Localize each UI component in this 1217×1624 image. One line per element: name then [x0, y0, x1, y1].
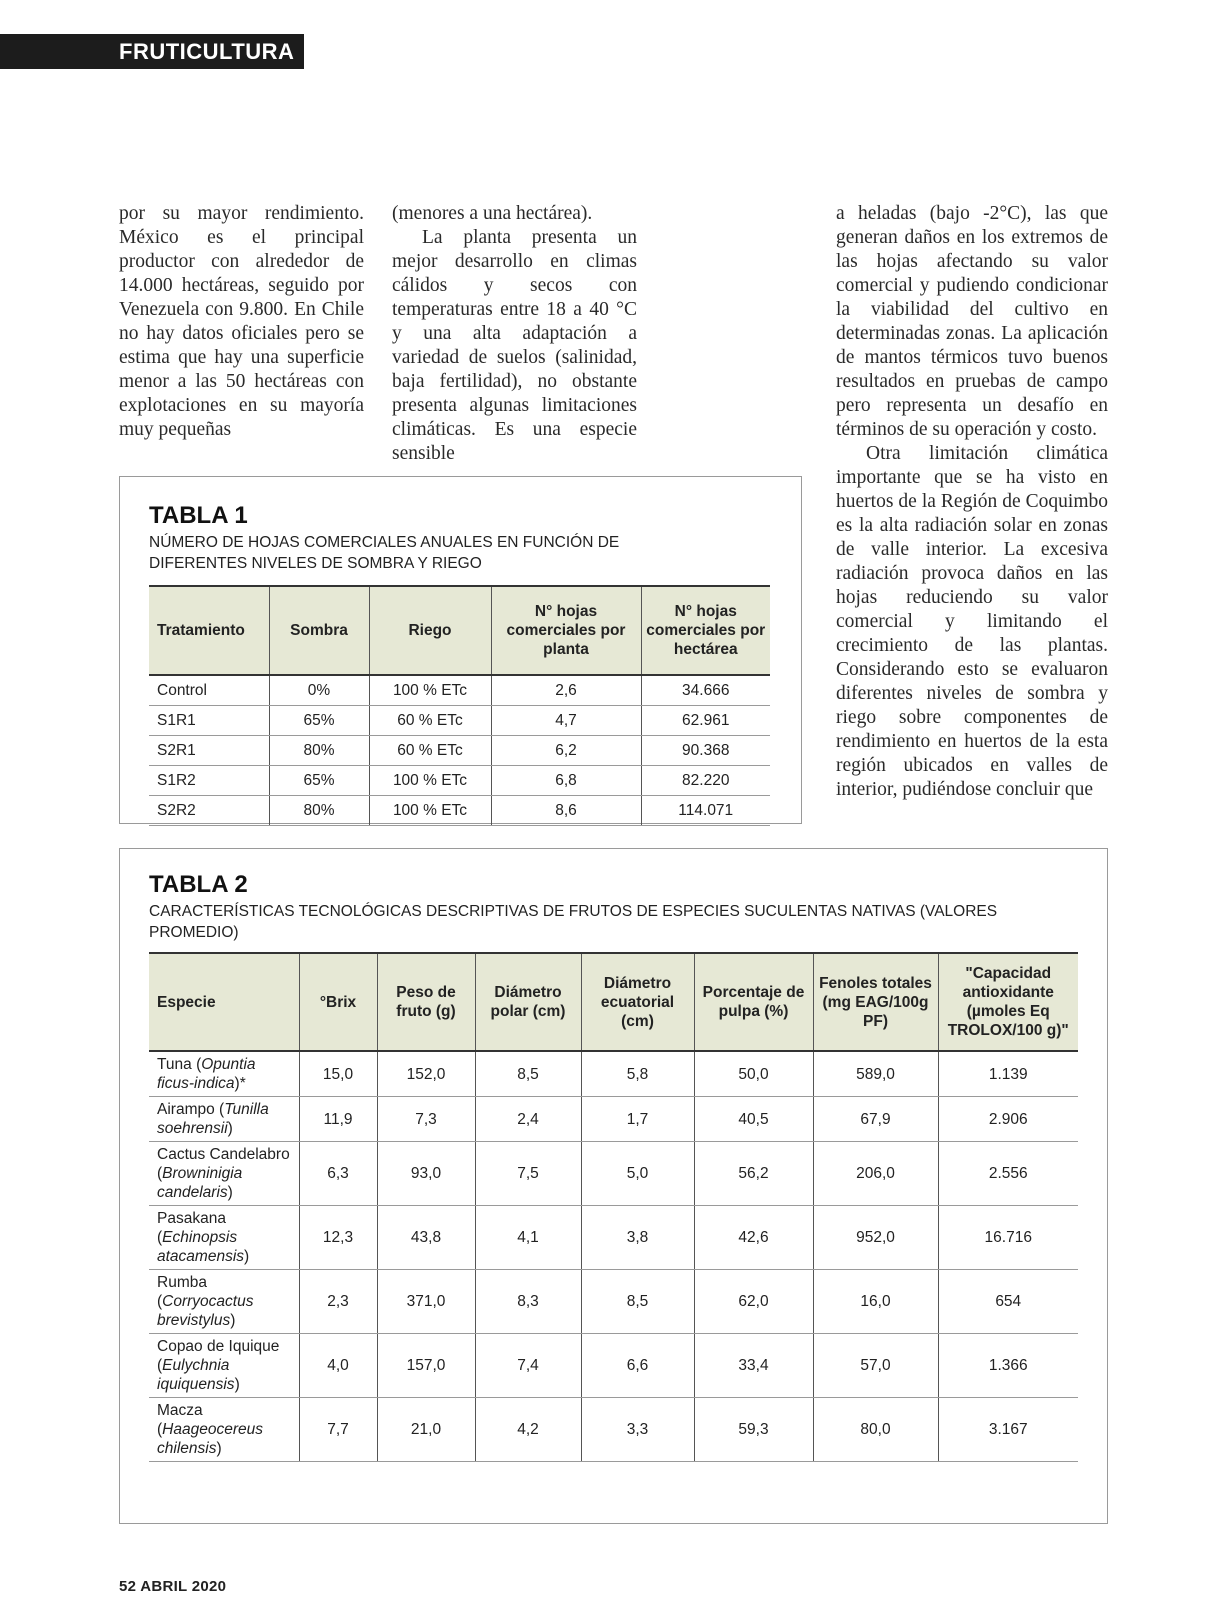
- table-cell: 114.071: [641, 796, 770, 826]
- column-header: Sombra: [269, 586, 369, 675]
- table-cell: 42,6: [694, 1206, 813, 1270]
- table-cell: 82.220: [641, 766, 770, 796]
- table-cell: 8,3: [475, 1270, 581, 1334]
- species-common-name: Rumba: [157, 1274, 207, 1291]
- species-common-name: Macza: [157, 1402, 203, 1419]
- table-cell: 1,7: [581, 1097, 694, 1142]
- table-cell: 157,0: [377, 1334, 475, 1398]
- species-scientific-name: Corryocactus brevistylus: [157, 1293, 254, 1329]
- table-cell: 43,8: [377, 1206, 475, 1270]
- table-row: [149, 675, 770, 706]
- table-cell: 8,5: [581, 1270, 694, 1334]
- table-cell: 1.366: [938, 1334, 1078, 1398]
- table-cell: 5,8: [581, 1051, 694, 1097]
- table-cell: 6,3: [299, 1142, 377, 1206]
- table-cell: 16,0: [813, 1270, 938, 1334]
- species-common-name: Tuna: [157, 1056, 192, 1073]
- table-cell: S1R1: [149, 706, 269, 736]
- species-common-name: Cactus Candelabro: [157, 1146, 290, 1163]
- column-header: °Brix: [299, 953, 377, 1051]
- table-cell: 589,0: [813, 1051, 938, 1097]
- column-header: Fenoles totales (mg EAG/100g PF): [813, 953, 938, 1051]
- table-cell: 2.556: [938, 1142, 1078, 1206]
- table-cell: 33,4: [694, 1334, 813, 1398]
- table-cell: 6,6: [581, 1334, 694, 1398]
- species-scientific-name: Haageocereus chilensis: [157, 1421, 263, 1457]
- table-cell: S2R1: [149, 736, 269, 766]
- table-cell: 6,8: [491, 766, 641, 796]
- species-scientific-name: Opuntia ficus-indica: [157, 1056, 256, 1092]
- table-cell: 56,2: [694, 1142, 813, 1206]
- table-cell: 3,3: [581, 1398, 694, 1462]
- table-2-title: TABLA 2: [149, 871, 248, 898]
- table-cell: 67,9: [813, 1097, 938, 1142]
- text-column-3: [836, 202, 1108, 802]
- table-cell: 3,8: [581, 1206, 694, 1270]
- table-cell: 4,1: [475, 1206, 581, 1270]
- table-row: [149, 766, 770, 796]
- table-cell: 100 % ETc: [369, 675, 491, 706]
- table-1-subtitle: NÚMERO DE HOJAS COMERCIALES ANUALES EN FUNCIÓN DE DIFERENTES NIVELES DE SOMBRA Y RIEGO: [149, 534, 620, 572]
- species-cell: Pasakana (Echinopsis atacamensis): [149, 1206, 299, 1270]
- paragraph: por su mayor rendimiento. México es el principal productor con alrededor de 14.000 hectáreas, seguido por Venezuela con 9.800. En Chile no hay datos oficiales pero se estima que hay una superficie menor a las 50 hectáreas con explotaciones en su mayoría muy pequeñas: [119, 203, 364, 440]
- table-cell: 16.716: [938, 1206, 1078, 1270]
- species-cell: Airampo (Tunilla soehrensii): [149, 1097, 299, 1142]
- paragraph: Otra limitación climática importante que se ha visto en huertos de la Región de Coquimbo es la alta radiación solar en zonas de valle interior. La excesiva radiación provoca daños en las hojas reduciendo su valor comercial y limitando el crecimiento de las plantas. Considerando esto se evaluaron diferentes niveles de sombra y riego sobre componentes de rendimiento en huertos de la esta región ubicados en valles de interior, pudiéndose concluir que: [836, 443, 1108, 800]
- table-cell: 654: [938, 1270, 1078, 1334]
- table-row: [149, 1398, 1078, 1462]
- section-tag: FRUTICULTURA: [0, 34, 304, 69]
- text-column-1: [119, 202, 364, 442]
- table-cell: 4,2: [475, 1398, 581, 1462]
- table-cell: 1.139: [938, 1051, 1078, 1097]
- table-cell: 152,0: [377, 1051, 475, 1097]
- table-cell: 65%: [269, 766, 369, 796]
- table-cell: 34.666: [641, 675, 770, 706]
- table-2-subtitle: CARACTERÍSTICAS TECNOLÓGICAS DESCRIPTIVAS DE FRUTOS DE ESPECIES SUCULENTAS NATIVAS (VALORES PROMEDIO): [149, 903, 998, 941]
- table-cell: 50,0: [694, 1051, 813, 1097]
- table-cell: 57,0: [813, 1334, 938, 1398]
- table-cell: 206,0: [813, 1142, 938, 1206]
- table-cell: 93,0: [377, 1142, 475, 1206]
- species-cell: Rumba (Corryocactus brevistylus): [149, 1270, 299, 1334]
- table-cell: 2,6: [491, 675, 641, 706]
- species-common-name: Pasakana: [157, 1210, 226, 1227]
- table-cell: 90.368: [641, 736, 770, 766]
- species-note-mark: *: [239, 1075, 246, 1092]
- table-cell: 7,5: [475, 1142, 581, 1206]
- paragraph: La planta presenta un mejor desarrollo en climas cálidos y secos con temperaturas entre 18 a 40 °C y una alta adaptación a variedad de suelos (salinidad, baja fertilidad), no obstante presenta algunas limitaciones climáticas. Es una especie sensible: [392, 227, 637, 464]
- table-row: [149, 1270, 1078, 1334]
- species-scientific-name: Tunilla soehrensii: [157, 1101, 269, 1137]
- table-cell: 59,3: [694, 1398, 813, 1462]
- table-row: [149, 1097, 1078, 1142]
- column-header: Especie: [149, 953, 299, 1051]
- table-header-row: [149, 586, 770, 675]
- paragraph: (menores a una hectárea).: [392, 203, 593, 224]
- table-cell: 2,3: [299, 1270, 377, 1334]
- table-cell: 80%: [269, 736, 369, 766]
- table-cell: 952,0: [813, 1206, 938, 1270]
- table-header-row: [149, 953, 1078, 1051]
- table-cell: 65%: [269, 706, 369, 736]
- table-cell: 8,5: [475, 1051, 581, 1097]
- species-cell: Cactus Candelabro (Browninigia candelaris): [149, 1142, 299, 1206]
- column-header: N° hojas comerciales por planta: [491, 586, 641, 675]
- table-cell: 60 % ETc: [369, 706, 491, 736]
- column-header: Diámetro polar (cm): [475, 953, 581, 1051]
- table-row: [149, 706, 770, 736]
- table-cell: 4,7: [491, 706, 641, 736]
- table-row: [149, 1206, 1078, 1270]
- table-cell: 60 % ETc: [369, 736, 491, 766]
- table-cell: 0%: [269, 675, 369, 706]
- table-cell: 15,0: [299, 1051, 377, 1097]
- species-scientific-name: Echinopsis atacamensis: [157, 1229, 245, 1265]
- column-header: Riego: [369, 586, 491, 675]
- species-common-name: Copao de Iquique: [157, 1338, 280, 1355]
- table-cell: 62,0: [694, 1270, 813, 1334]
- page-footer: 52 ABRIL 2020: [119, 1578, 227, 1595]
- species-scientific-name: Eulychnia iquiquensis: [157, 1357, 235, 1393]
- text-column-2: [392, 202, 637, 466]
- species-common-name: Airampo: [157, 1101, 215, 1118]
- species-scientific-name: Browninigia candelaris: [157, 1165, 243, 1201]
- table-cell: 371,0: [377, 1270, 475, 1334]
- table-cell: 62.961: [641, 706, 770, 736]
- table-1-title: TABLA 1: [149, 502, 248, 529]
- table-1: [149, 585, 770, 826]
- species-cell: Macza (Haageocereus chilensis): [149, 1398, 299, 1462]
- table-row: [149, 796, 770, 826]
- table-row: [149, 1051, 1078, 1097]
- table-cell: 12,3: [299, 1206, 377, 1270]
- table-row: [149, 736, 770, 766]
- table-cell: 7,4: [475, 1334, 581, 1398]
- table-cell: 40,5: [694, 1097, 813, 1142]
- column-header: Tratamiento: [149, 586, 269, 675]
- table-cell: 100 % ETc: [369, 766, 491, 796]
- table-cell: 7,7: [299, 1398, 377, 1462]
- column-header: Peso de fruto (g): [377, 953, 475, 1051]
- table-cell: Control: [149, 675, 269, 706]
- table-cell: 5,0: [581, 1142, 694, 1206]
- paragraph: a heladas (bajo -2°C), las que generan daños en los extremos de las hojas afectando su valor comercial y pudiendo condicionar la viabilidad del cultivo en determinadas zonas. La aplicación de mantos térmicos tuvo buenos resultados en pruebas de campo pero representa un desafío en términos de su operación y costo.: [836, 203, 1108, 440]
- table-cell: 8,6: [491, 796, 641, 826]
- table-cell: 80%: [269, 796, 369, 826]
- table-cell: 80,0: [813, 1398, 938, 1462]
- table-cell: S2R2: [149, 796, 269, 826]
- table-cell: 4,0: [299, 1334, 377, 1398]
- column-header: "Capacidad antioxidante (µmoles Eq TROLOX/100 g)": [938, 953, 1078, 1051]
- table-cell: 11,9: [299, 1097, 377, 1142]
- table-cell: 21,0: [377, 1398, 475, 1462]
- table-cell: 2.906: [938, 1097, 1078, 1142]
- table-cell: 3.167: [938, 1398, 1078, 1462]
- table-cell: 6,2: [491, 736, 641, 766]
- table-cell: S1R2: [149, 766, 269, 796]
- column-header: N° hojas comerciales por hectárea: [641, 586, 770, 675]
- table-cell: 100 % ETc: [369, 796, 491, 826]
- table-row: [149, 1334, 1078, 1398]
- table-cell: 7,3: [377, 1097, 475, 1142]
- column-header: Diámetro ecuatorial (cm): [581, 953, 694, 1051]
- species-cell: Copao de Iquique (Eulychnia iquiquensis): [149, 1334, 299, 1398]
- table-2: [149, 952, 1078, 1462]
- column-header: Porcentaje de pulpa (%): [694, 953, 813, 1051]
- species-cell: Tuna (Opuntia ficus-indica)*: [149, 1051, 299, 1097]
- table-cell: 2,4: [475, 1097, 581, 1142]
- table-row: [149, 1142, 1078, 1206]
